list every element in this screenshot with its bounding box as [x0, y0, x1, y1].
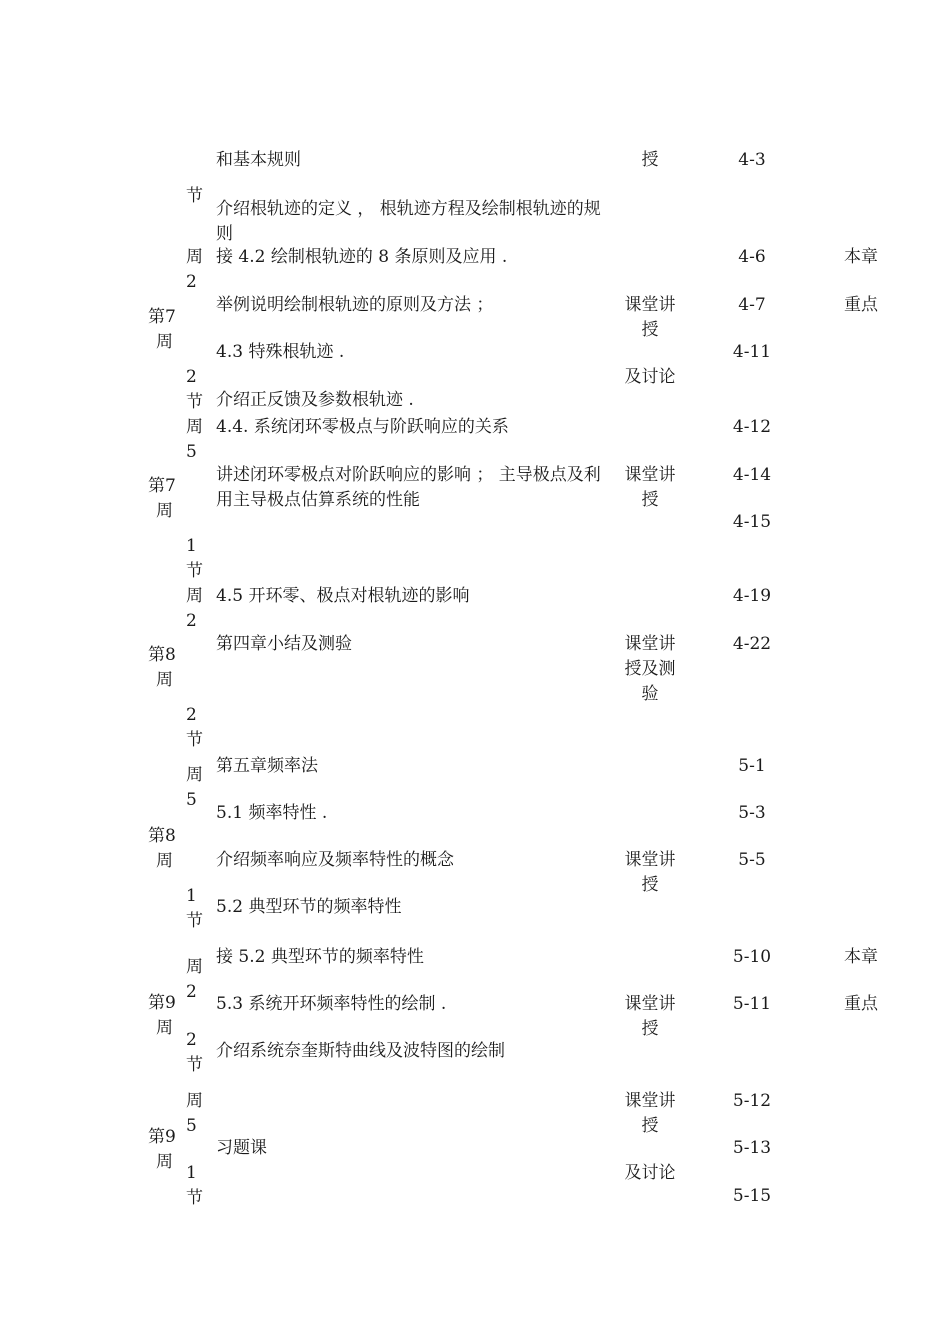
note-text: 本章 [844, 947, 878, 967]
content-text: 5.1 频率特性 . [216, 803, 328, 823]
exercise-number: 5-11 [732, 994, 772, 1014]
exercise-number: 5-1 [738, 756, 766, 776]
session-label: 周 2 [186, 957, 203, 1002]
content-text: 5.2 典型环节的频率特性 [216, 897, 402, 917]
content-text: 第四章小结及测验 [216, 634, 352, 654]
session-label: 2 节 [186, 705, 203, 750]
week-label: 第9 周 [148, 993, 176, 1038]
content-text: 接 5.2 典型环节的频率特性 [216, 947, 424, 967]
session-label: 1 节 [186, 1163, 203, 1208]
content-text: 习题课 [216, 1138, 267, 1158]
week-label: 第7 周 [148, 476, 176, 521]
session-label: 周 5 [186, 765, 203, 810]
session-label: 1 节 [186, 886, 203, 931]
exercise-number: 4-15 [732, 512, 772, 532]
content-text: 4.4. 系统闭环零极点与阶跃响应的关系 [216, 417, 509, 437]
content-text: 4.3 特殊根轨迹 . [216, 342, 345, 362]
note-text: 重点 [844, 295, 878, 315]
content-text: 第五章频率法 [216, 756, 318, 776]
method-text: 及讨论 [624, 367, 676, 387]
content-text: 介绍频率响应及频率特性的概念 [216, 850, 454, 870]
exercise-number: 5-10 [732, 947, 772, 967]
exercise-number: 5-12 [732, 1091, 772, 1111]
method-text: 课堂讲 授 [624, 994, 676, 1039]
note-text: 本章 [844, 247, 878, 267]
session-label: 周 5 [186, 1091, 203, 1136]
content-text: 举例说明绘制根轨迹的原则及方法 ； [216, 295, 494, 315]
session-label: 2 节 周 5 [186, 367, 203, 462]
session-label: 周 2 [186, 247, 203, 292]
method-text: 课堂讲 授及测 验 [624, 634, 676, 704]
exercise-number: 4-22 [732, 634, 772, 654]
exercise-number: 4-3 [738, 150, 766, 170]
session-label: 节 [186, 186, 203, 206]
exercise-number: 4-7 [738, 295, 766, 315]
method-text: 课堂讲 授 [624, 295, 676, 340]
exercise-number: 5-3 [738, 803, 766, 823]
week-label: 第7 周 [148, 307, 176, 352]
week-label: 第9 周 [148, 1127, 176, 1172]
exercise-number: 4-14 [732, 465, 772, 485]
content-text: 5.3 系统开环频率特性的绘制 . [216, 994, 447, 1014]
method-text: 课堂讲 授 [624, 1091, 676, 1136]
content-text: 介绍系统奈奎斯特曲线及波特图的绘制 [216, 1041, 505, 1061]
exercise-number: 4-12 [732, 417, 772, 437]
exercise-number: 4-11 [732, 342, 772, 362]
session-label: 1 节 周 2 [186, 536, 203, 631]
week-label: 第8 周 [148, 826, 176, 871]
exercise-number: 5-15 [732, 1186, 772, 1206]
content-text: 介绍根轨迹的定义 ， 根轨迹方程及绘制根轨迹的规则 [216, 199, 601, 244]
note-text: 重点 [844, 994, 878, 1014]
content-text: 接 4.2 绘制根轨迹的 8 条原则及应用 . [216, 247, 508, 267]
content-text: 和基本规则 [216, 150, 301, 170]
content-text: 4.5 开环零、极点对根轨迹的影响 [216, 586, 470, 606]
session-label: 2 节 [186, 1030, 203, 1075]
content-text: 介绍正反馈及参数根轨迹 . [216, 390, 414, 410]
method-text: 及讨论 [624, 1163, 676, 1183]
exercise-number: 5-13 [732, 1138, 772, 1158]
method-text: 课堂讲 授 [624, 465, 676, 510]
content-text: 讲述闭环零极点对阶跃响应的影响 ； 主导极点及利用主导极点估算系统的性能 [216, 465, 601, 510]
exercise-number: 5-5 [738, 850, 766, 870]
exercise-number: 4-19 [732, 586, 772, 606]
method-text: 课堂讲 授 [624, 850, 676, 895]
method-text: 授 [641, 150, 659, 170]
exercise-number: 4-6 [738, 247, 766, 267]
week-label: 第8 周 [148, 645, 176, 690]
